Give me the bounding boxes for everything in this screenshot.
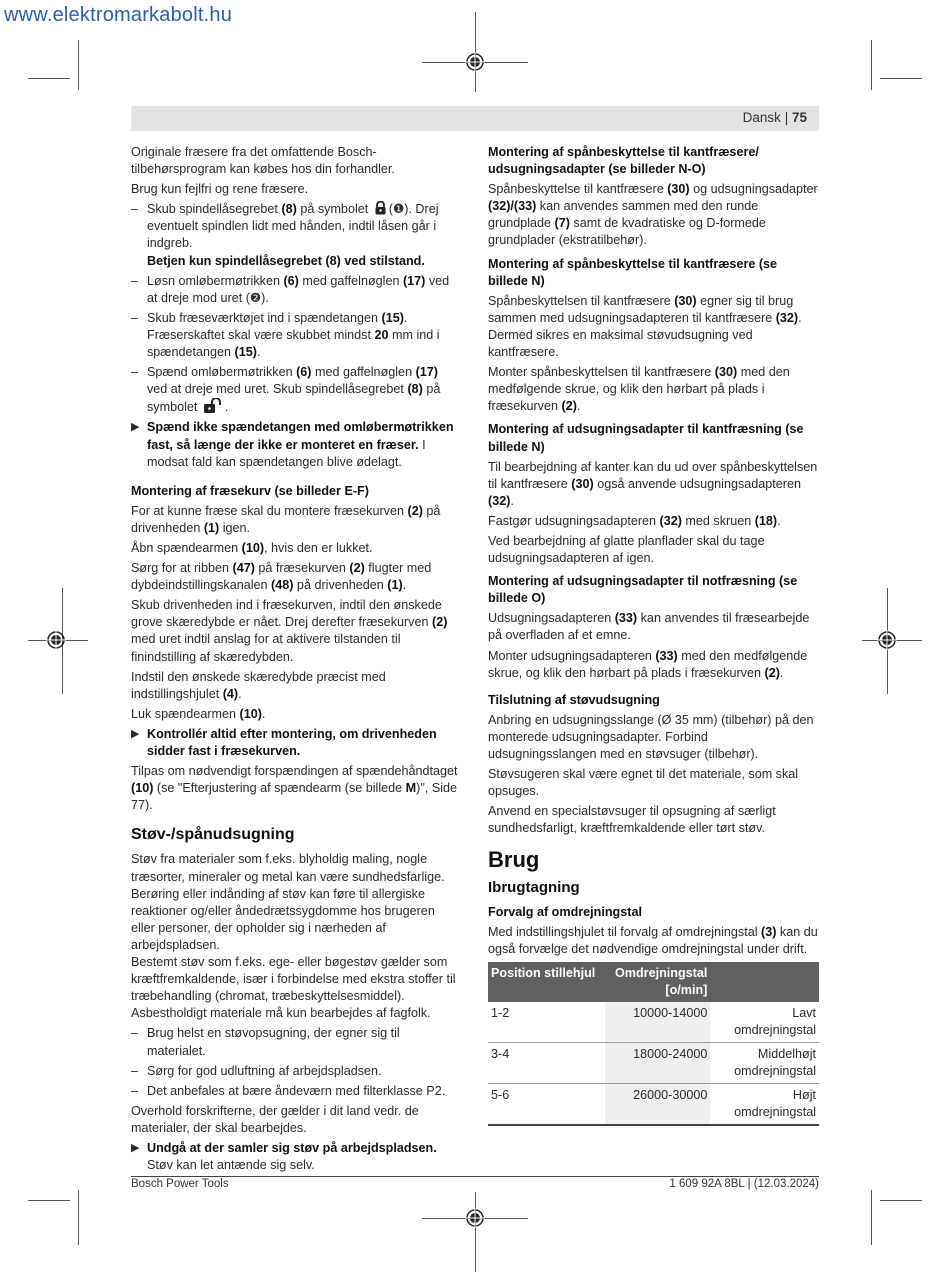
paragraph: Fastgør udsugningsadapteren (32) med skruen (18). [488, 513, 781, 528]
paragraph: Til bearbejdning af kanter kan du ud over spånbeskyttelsen til kantfræsere (30) også anvende udsugningsadapteren (32). [488, 459, 818, 508]
section-heading: Forvalg af omdrejningstal [488, 904, 642, 919]
speed-table [488, 962, 819, 1126]
table-header-cell: Omdrejningstal [o/min] [605, 962, 710, 1002]
table-cell: Middelhøjt omdrejningstal [710, 1042, 819, 1083]
warning-triangle-icon: ▶ [131, 727, 140, 740]
unlock-icon [203, 398, 225, 414]
paragraph: Udsugningsadapteren (33) kan anvendes til fræsearbejde på overfladen af et emne. [488, 611, 810, 643]
table-cell: 26000-30000 [605, 1083, 710, 1125]
warning-item: ▶ Spænd ikke spændetangen med omløbermøtrikken fast, så længe der ikke er monteret en fræser. I modsat fald kan spændetangen blive ødelagt. [131, 420, 454, 469]
dash-bullet: – [131, 273, 139, 288]
table-header-row [488, 962, 819, 1002]
section-heading: Montering af spånbeskyttelse til kantfræsere/ udsugningsadapter (se billeder N-O) [488, 145, 759, 177]
paragraph: Monter spånbeskyttelsen til kantfræsere (30) med den medfølgende skrue, og klik den hørbart på plads i fræsekurven (2). [488, 365, 790, 414]
dash-bullet: – [131, 202, 139, 217]
paragraph: Spånbeskyttelsen til kantfræsere (30) egner sig til brug sammen med udsugningsadapteren til kantfræsere (32). Dermed sikres en maksimal støvudsugning ved kantfræsere. [488, 293, 802, 360]
page-header-label [743, 110, 807, 125]
paragraph: Monter udsugningsadapteren (33) med den medfølgende skrue, og klik den hørbart på plads i fræsekurven (2). [488, 648, 808, 680]
paragraph: Luk spændearmen (10). [131, 706, 266, 721]
registration-mark-icon [877, 630, 897, 650]
footer-divider [131, 1176, 819, 1177]
table-row [488, 1042, 819, 1083]
table-header-cell: Position stillehjul [488, 962, 605, 1002]
table-row [488, 1002, 819, 1043]
list-item: – Det anbefales at bære åndeværn med filterklasse P2. [131, 1083, 461, 1100]
paragraph: Spånbeskyttelse til kantfræsere (30) og udsugningsadapter (32)/(33) kan anvendes sammen med den runde grundplade (7) samt de kvadratiske og D-formede grundplader (ekstratilbehør). [488, 182, 818, 248]
dash-bullet: – [131, 1063, 139, 1078]
warning-item: ▶ Kontrollér altid efter montering, om drivenheden sidder fast i fræsekurven. [131, 726, 437, 758]
list-item: – Sørg for god udluftning af arbejdspladsen. [131, 1063, 461, 1080]
table-cell: Højt omdrejningstal [710, 1083, 819, 1125]
paragraph: Anvend en specialstøvsuger til opsugning af særligt sundhedsfarligt, kræftfremkaldende eller tørt støv. [488, 804, 776, 836]
footer-doc-id: 1 609 92A 8BL | (12.03.2024) [669, 1178, 819, 1190]
section-heading: Montering af udsugningsadapter til kantfræsning (se billede N) [488, 422, 804, 454]
dash-bullet: – [131, 365, 139, 380]
paragraph: Skub drivenheden ind i fræsekurven, indtil den ønskede grove skæredybde er nået. Drej derefter fræsekurven (2) med uret indtil anslag for at aktivere tilstanden til finindstilling af skæredybden. [131, 598, 448, 664]
paragraph: Brug kun fejlfri og rene fræsere. [131, 182, 309, 197]
section-title: Støv-/spånudsugning [131, 826, 295, 844]
paragraph: Sørg for at ribben (47) på fræsekurven (2) flugter med dybdeindstillingskanalen (48) på drivenheden (1). [131, 561, 432, 593]
paragraph: For at kunne fræse skal du montere fræsekurven (2) på drivenheden (1) igen. [131, 503, 441, 535]
list-item: – Spænd omløbermøtrikken (6) med gaffelnøglen (17) ved at dreje med uret. Skub spindellåsegrebet (8) på symbolet . [131, 365, 441, 415]
paragraph: Indstil den ønskede skæredybde præcist med indstillingshjulet (4). [131, 669, 386, 701]
paragraph: Overhold forskrifterne, der gælder i dit land vedr. de materialer, der skal bearbejdes. [131, 1103, 419, 1135]
paragraph: Åbn spændearmen (10), hvis den er lukket. [131, 540, 373, 555]
section-heading: Montering af fræsekurv (se billeder E-F) [131, 483, 369, 498]
registration-mark-icon [465, 52, 485, 72]
list-item: – Skub spindellåsegrebet (8) på symbolet (❶). Drej eventuelt spindlen lidt med hånden, indtil låsen går i indgreb. Betjen kun spindellåsegrebet (8) ved stilstand. [131, 202, 439, 268]
table-cell: 5-6 [488, 1083, 605, 1125]
table-cell: 10000-14000 [605, 1002, 710, 1043]
dash-bullet: – [131, 1026, 139, 1041]
lock-icon [374, 201, 387, 215]
section-heading: Tilslutning af støvudsugning [488, 692, 660, 707]
list-item: – Skub fræseværktøjet ind i spændetangen (15). Fræserskaftet skal være skubbet mindst 20 mm ind i spændetangen (15). [131, 310, 440, 360]
table-header-cell [710, 962, 819, 1002]
warning-triangle-icon: ▶ [131, 421, 140, 434]
paragraph: Originale fræsere fra det omfattende Bosch-tilbehørsprogram kan købes hos din forhandler. [131, 145, 395, 177]
page-number: 75 [791, 110, 807, 125]
paragraph: Bestemt støv som f.eks. ege- eller bøgestøv gælder som kræftfremkaldende, især i forbindelse med ekstra stoffer til træbehandling (chromat, træbeskyttelsesmiddel). Asbestholdigt materiale må kun bearbejdes af fagfolk. [131, 955, 456, 1021]
table-cell: Lavt omdrejningstal [710, 1002, 819, 1043]
paragraph: Anbring en udsugningsslange (Ø 35 mm) (tilbehør) på den monterede udsugningsadapter. Forbind udsugningsslangen med en støvsuger (tilbehør). [488, 712, 814, 761]
table-cell: 1-2 [488, 1002, 605, 1043]
section-heading: Montering af spånbeskyttelse til kantfræsere (se billede N) [488, 256, 778, 288]
paragraph: Med indstillingshjulet til forvalg af omdrejningstal (3) kan du også forvælge det nødvendige omdrejningstal under drift. [488, 924, 818, 956]
table-row [488, 1083, 819, 1125]
list-item: – Brug helst en støvopsugning, der egner sig til materialet. [131, 1026, 400, 1058]
warning-triangle-icon: ▶ [131, 1141, 140, 1154]
table-cell: 18000-24000 [605, 1042, 710, 1083]
footer-brand: Bosch Power Tools [131, 1178, 229, 1190]
section-heading: Montering af udsugningsadapter til notfræsning (se billede O) [488, 574, 798, 606]
header-separator: | [784, 110, 789, 125]
registration-mark-icon [465, 1208, 485, 1228]
chapter-title: Brug [488, 847, 540, 873]
right-column [488, 144, 819, 1126]
paragraph: Støv fra materialer som f.eks. blyholdig maling, nogle træsorter, mineraler og metal kan være sundhedsfarlige. Berøring eller indånding af støv kan føre til allergiske reaktioner og/eller åndedrætssygdomme hos brugeren eller personer, der opholder sig i nærheden af arbejdspladsen. [131, 852, 445, 952]
page-header [131, 106, 819, 131]
header-language: Dansk [742, 110, 781, 125]
paragraph: Tilpas om nødvendigt forspændingen af spændehåndtaget (10) (se "Efterjustering af spændearm (se billede M)", Side 77). [131, 764, 458, 813]
subchapter-title: Ibrugtagning [488, 878, 580, 896]
dash-bullet: – [131, 310, 139, 325]
table-cell: 3-4 [488, 1042, 605, 1083]
paragraph: Støvsugeren skal være egnet til det materiale, som skal opsuges. [488, 767, 799, 799]
left-column [131, 144, 461, 1177]
list-item: – Løsn omløbermøtrikken (6) med gaffelnøglen (17) ved at dreje mod uret (❷). [131, 273, 450, 305]
watermark-url[interactable]: www.elektromarkabolt.hu [4, 4, 233, 26]
paragraph: Ved bearbejdning af glatte planflader skal du tage udsugningsadapteren af igen. [488, 533, 765, 566]
dash-bullet: – [131, 1083, 139, 1098]
warning-item: ▶ Undgå at der samler sig støv på arbejdspladsen. Støv kan let antænde sig selv. [131, 1140, 437, 1173]
registration-mark-icon [46, 630, 66, 650]
